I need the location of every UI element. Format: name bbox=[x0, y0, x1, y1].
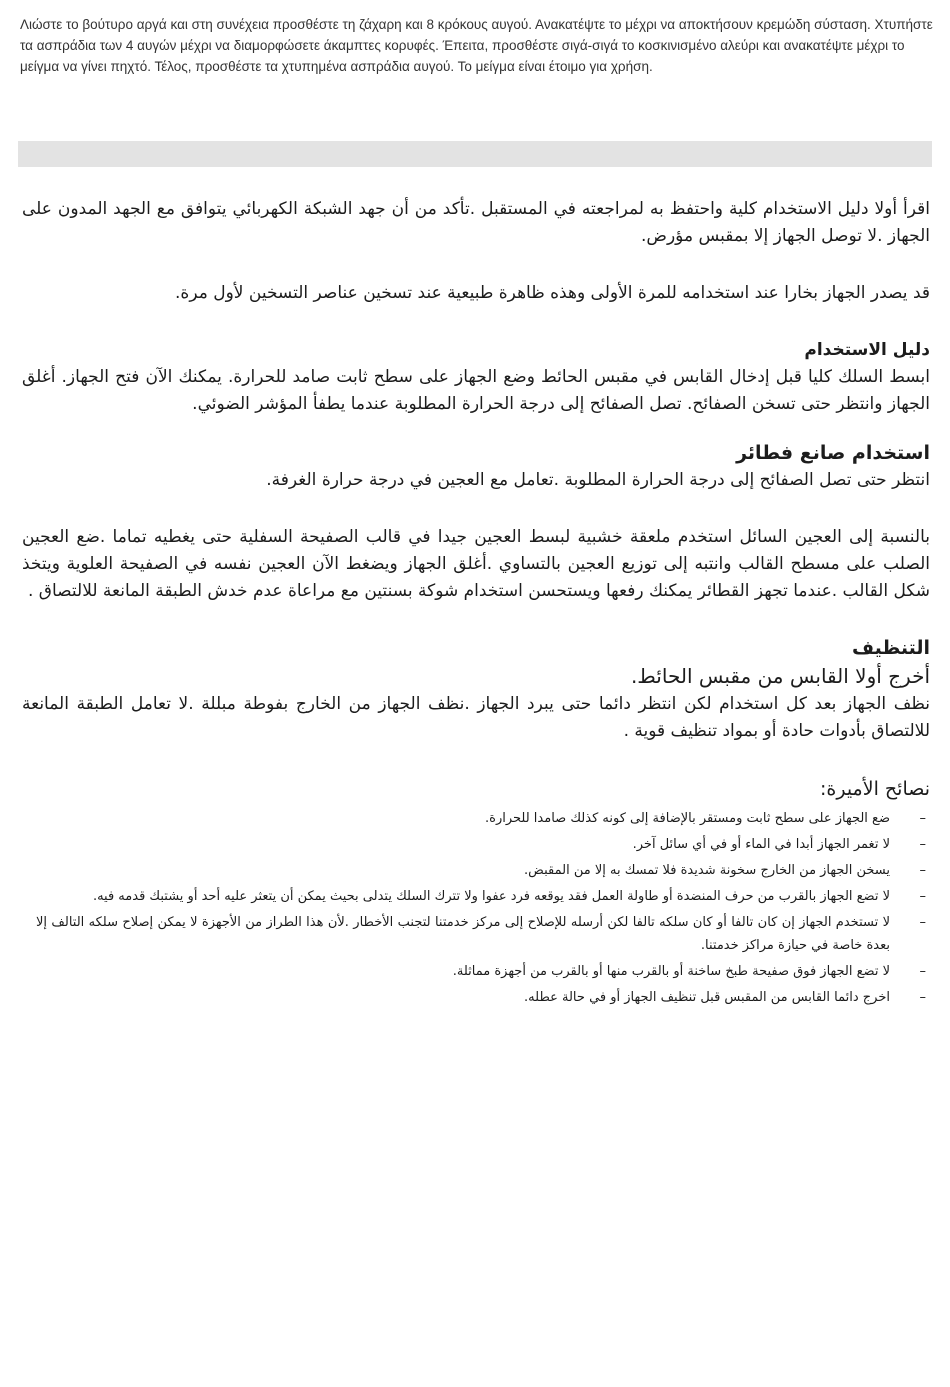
greek-recipe-text: Λιώστε το βούτυρο αργά και στη συνέχεια προσθέστε τη ζάχαρη και 8 κρόκους αυγού. Ανακατέψτε το μέχρι να αποκτήσουν κρεμώδη σύσταση. Χτυπήστε τα ασπράδια των 4 αυγών μέχρι να διαμορφώσετε άκαμπτες κορυφές. Έπειτα, προσθέστε σιγά-σιγά το κοσκινισμένο αλεύρι και ανακατέψτε μέχρι το μείγμα να γίνει πηχτό. Τέλος, προσθέστε τα χτυπημένα ασπράδια αυγού. Το μείγμα είναι έτοιμο για χρήση. bbox=[20, 17, 933, 74]
tip-text: اخرج دائما القابس من المقبس قبل تنظيف الجهاز أو في حالة عطله. bbox=[524, 990, 890, 1005]
list-item bbox=[22, 859, 930, 882]
tips-list bbox=[22, 807, 930, 1009]
cleaning-subline: أخرج أولا القابس من مقبس الحائط. bbox=[630, 664, 930, 688]
tip-text: ضع الجهاز على سطح ثابت ومستقر بالإضافة إلى كونه كذلك صامدا للحرارة. bbox=[485, 811, 890, 826]
dash-bullet: – bbox=[919, 990, 926, 1005]
arabic-manual-section bbox=[22, 196, 930, 1012]
list-item bbox=[22, 911, 930, 957]
dash-bullet: – bbox=[919, 837, 926, 852]
list-item bbox=[22, 960, 930, 983]
usage-heading: دليل الاستخدام bbox=[804, 340, 930, 360]
pastry-paragraph-2: بالنسبة إلى العجين السائل استخدم ملعقة خشبية لبسط العجين جيدا في قالب الصفيحة السفلية حتى يغطيه تماما .ضع العجين الصلب على مسطح القالب وانتبه إلى توزيع العجين بالتساوي .أغلق الجهاز ويضغط الآن العجين نفسه في الصفيحة العلوية ويتخذ شكل القالب .عندما تجهز القطائر يمكنك رفعها ويستحسن استخدام شوكة بسنتين مع مراعاة عدم خدش الطبقة المانعة للالتصاق . bbox=[22, 527, 930, 601]
tip-text: لا تضع الجهاز فوق صفيحة طبخ ساخنة أو بالقرب منها أو بالقرب من أجهزة مماثلة. bbox=[452, 964, 890, 979]
dash-bullet: – bbox=[919, 915, 926, 930]
section-divider-bar bbox=[18, 141, 932, 167]
intro-paragraph-2: قد يصدر الجهاز بخارا عند استخدامه للمرة الأولى وهذه ظاهرة طبيعية عند تسخين عناصر التسخين لأول مرة. bbox=[175, 283, 930, 303]
pastry-heading: استخدام صانع فطائر bbox=[736, 442, 930, 464]
list-item bbox=[22, 833, 930, 856]
tip-text: لا تستخدم الجهاز إن كان تالفا أو كان سلكه تالفا لكن أرسله للإصلاح إلى مركز خدمتنا لتجنب الأخطار .لأن هذا الطراز من الأجهزة لا يمكن إصلاح سلكه التالف إلا بعدة خاصة في حيازة مراكز خدمتنا. bbox=[36, 915, 890, 953]
tip-text: لا تغمر الجهاز أبدا في الماء أو في أي سائل آخر. bbox=[632, 837, 890, 852]
dash-bullet: – bbox=[919, 863, 926, 878]
tip-text: لا تضع الجهاز بالقرب من حرف المنضدة أو طاولة العمل فقد يوقعه فرد عفوا ولا تترك السلك يتدلى بحيث يمكن أن يتعثر عليه أحد أو يشتبك قدمه فيه. bbox=[92, 889, 890, 904]
tip-text: يسخن الجهاز من الخارج سخونة شديدة فلا تمسك به إلا من المقبض. bbox=[524, 863, 890, 878]
dash-bullet: – bbox=[919, 811, 926, 826]
tips-title: نصائح الأميرة: bbox=[819, 778, 930, 800]
list-item bbox=[22, 986, 930, 1009]
pastry-paragraph-1: انتظر حتى تصل الصفائح إلى درجة الحرارة المطلوبة .تعامل مع العجين في درجة حرارة الغرفة. bbox=[266, 470, 930, 490]
cleaning-heading: التنظيف bbox=[851, 637, 930, 659]
dash-bullet: – bbox=[919, 889, 926, 904]
cleaning-paragraph: نظف الجهاز بعد كل استخدام لكن انتظر دائما حتى يبرد الجهاز .نظف الجهاز من الخارج بفوطة مبللة .لا تعامل الطبقة المانعة للالتصاق بأدوات حادة أو بمواد تنظيف قوية . bbox=[22, 694, 930, 741]
usage-paragraph: ابسط السلك كليا قبل إدخال القابس في مقبس الحائط وضع الجهاز على سطح ثابت صامد للحرارة. يمكنك الآن فتح الجهاز. أغلق الجهاز وانتظر حتى تسخن الصفائح. تصل الصفائح إلى درجة الحرارة المطلوبة عندما يطفأ المؤشر الضوئي. bbox=[22, 367, 930, 414]
greek-recipe-paragraph bbox=[20, 14, 935, 77]
dash-bullet: – bbox=[919, 964, 926, 979]
list-item bbox=[22, 885, 930, 908]
list-item bbox=[22, 807, 930, 830]
intro-paragraph-1: اقرأ أولا دليل الاستخدام كلية واحتفظ به لمراجعته في المستقبل .تأكد من أن جهد الشبكة الكهربائي يتوافق مع الجهد المدون على الجهاز .لا توصل الجهاز إلا بمقبس مؤرض. bbox=[22, 199, 930, 246]
